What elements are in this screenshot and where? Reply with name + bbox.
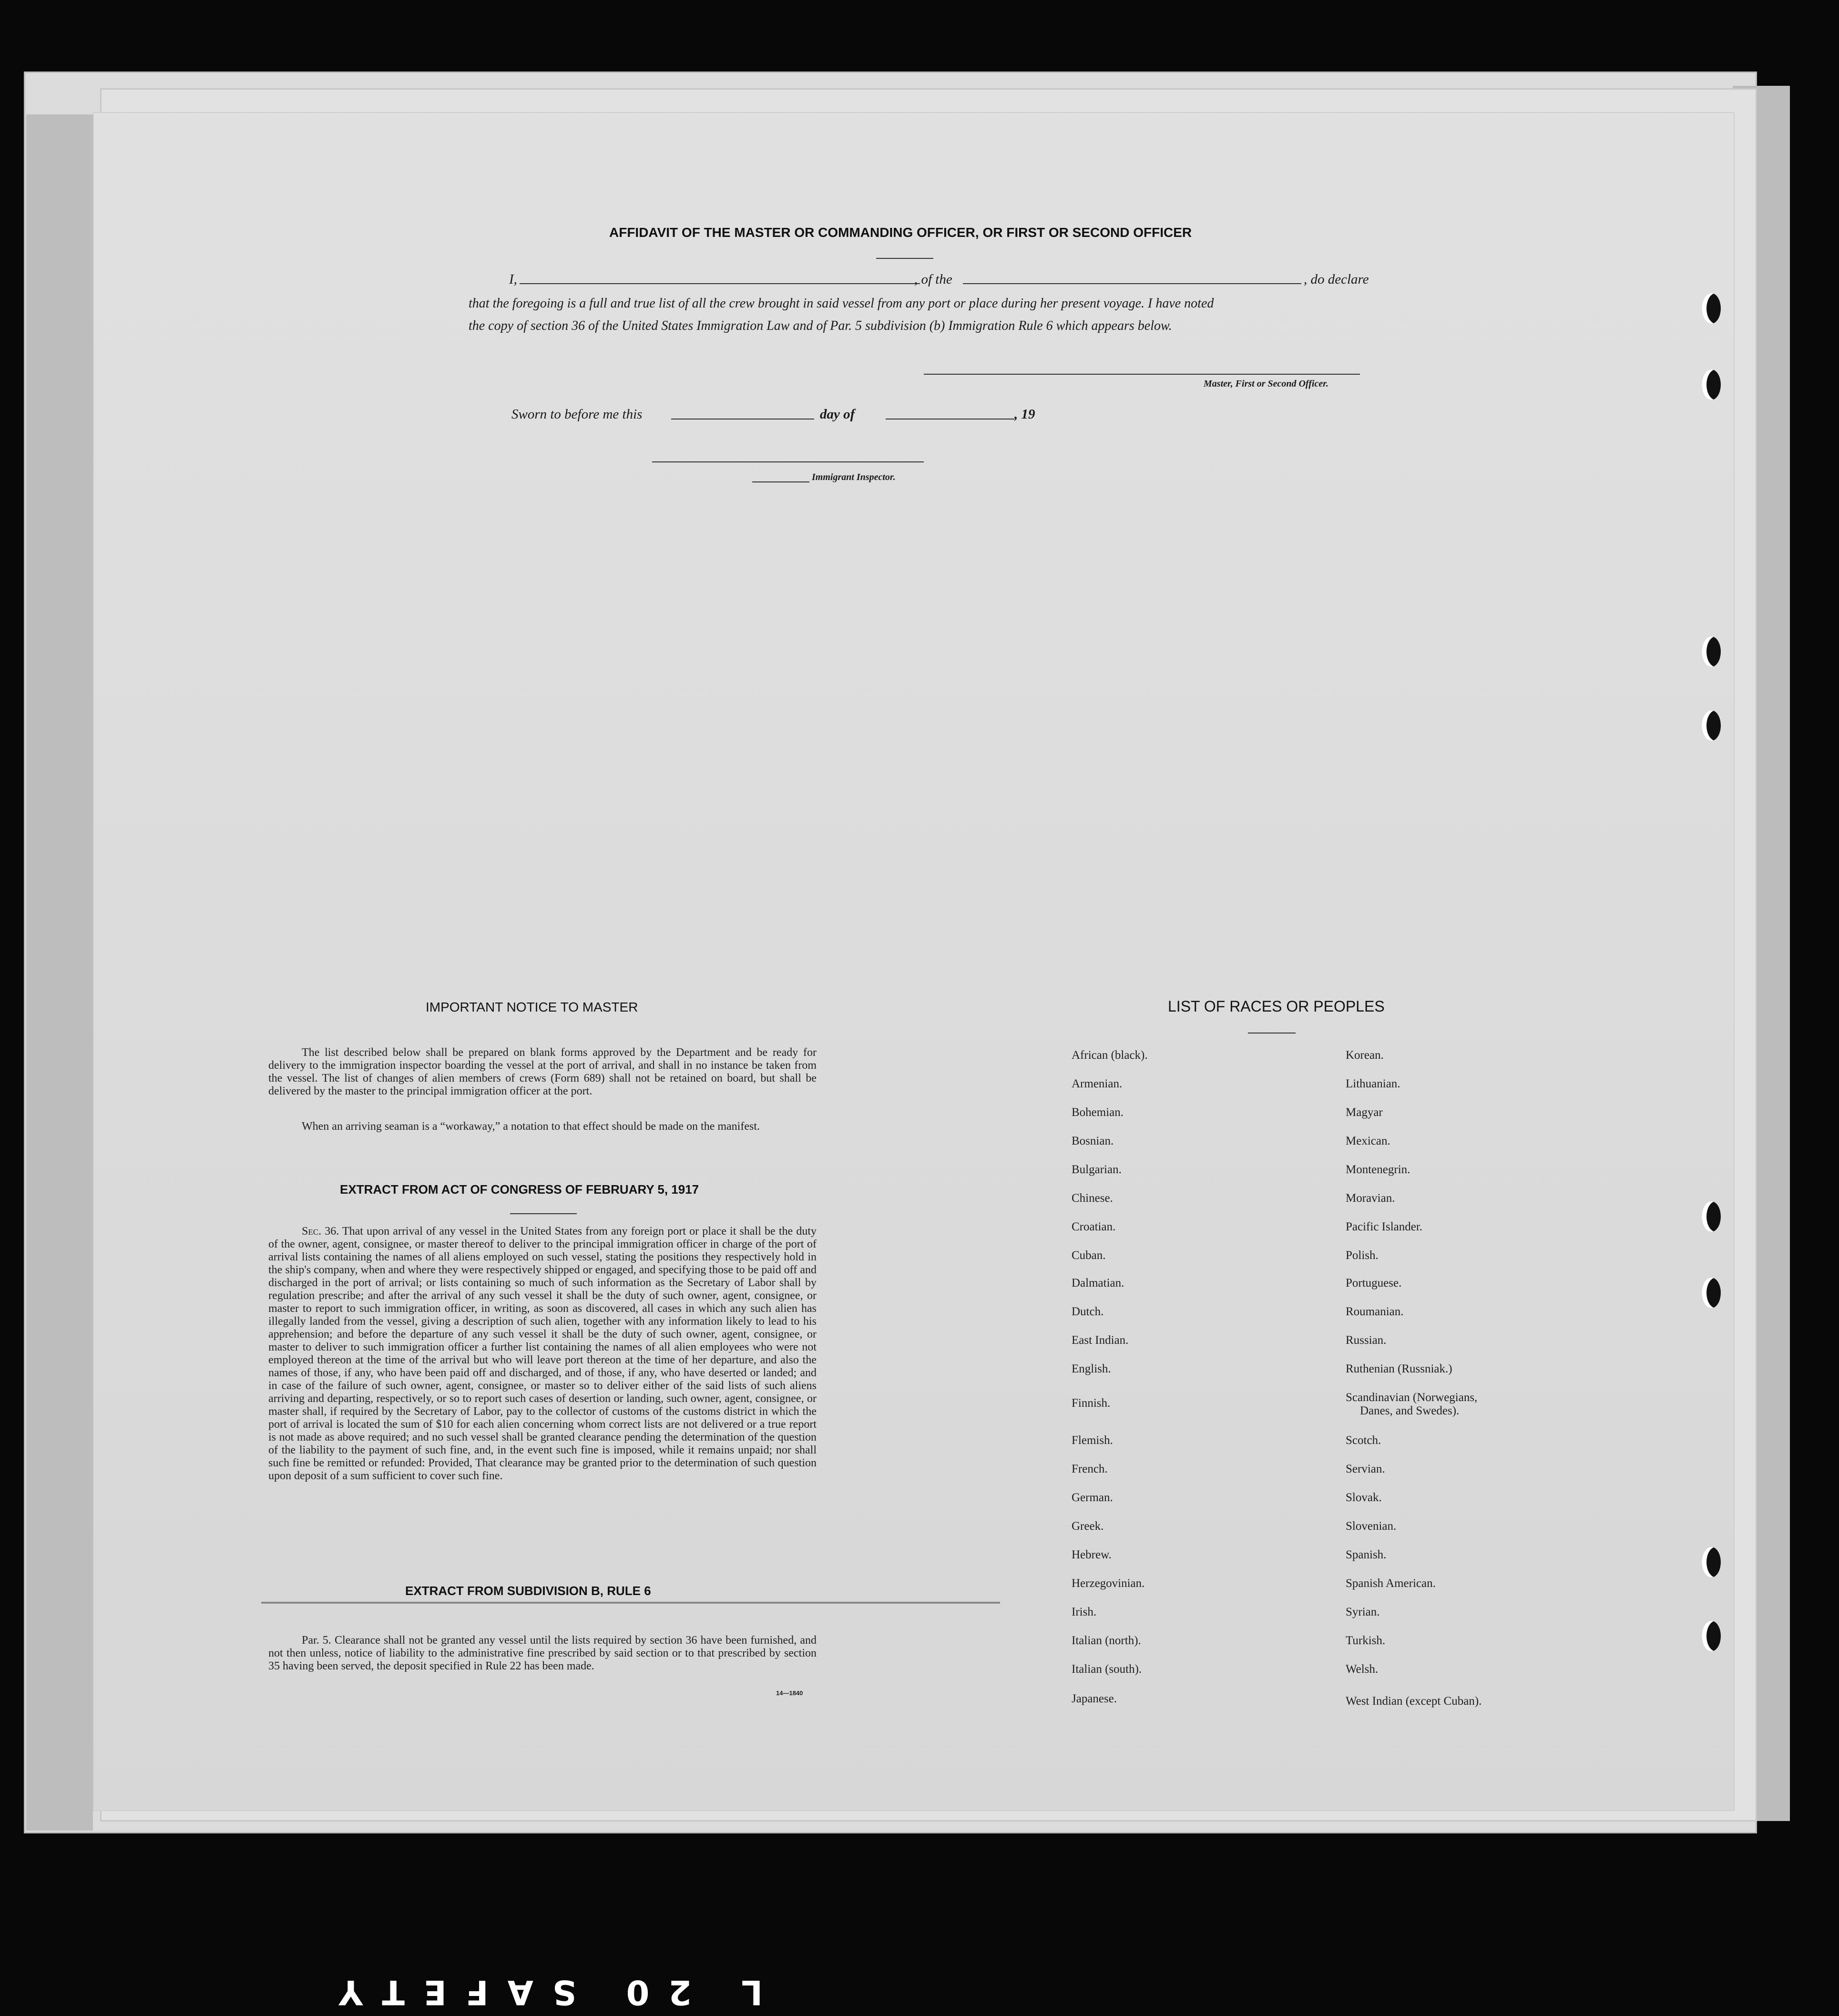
vessel-blank-line[interactable] — [963, 283, 1301, 284]
race-item: Portuguese. — [1346, 1277, 1402, 1289]
race-item: Spanish American. — [1346, 1577, 1436, 1590]
race-item: Lithuanian. — [1346, 1077, 1400, 1090]
race-item: Greek. — [1072, 1520, 1104, 1533]
rule-extract-title: EXTRACT FROM SUBDIVISION B, RULE 6 — [405, 1584, 651, 1598]
race-item: Herzegovinian. — [1072, 1577, 1145, 1590]
race-item: Danes, and Swedes). — [1360, 1404, 1460, 1417]
race-item: Spanish. — [1346, 1548, 1387, 1561]
section-label: Sec. 36. — [302, 1225, 339, 1238]
punch-hole — [1702, 636, 1721, 667]
torn-edge-line — [261, 1602, 1000, 1604]
race-item: Dalmatian. — [1072, 1277, 1124, 1289]
notice-paragraph-2: When an arriving seaman is a “workaway,” a notation to that effect should be made on the manifest. — [302, 1120, 760, 1133]
race-item: English. — [1072, 1362, 1111, 1375]
punch-hole — [1702, 710, 1721, 741]
punch-hole — [1702, 1201, 1721, 1232]
affidavit-line1-mid: , of the — [914, 272, 952, 287]
race-item: Japanese. — [1072, 1692, 1117, 1705]
race-item: Magyar — [1346, 1106, 1383, 1119]
title-underline — [876, 258, 933, 259]
race-item: Welsh. — [1346, 1663, 1379, 1676]
race-item: Finnish. — [1072, 1397, 1111, 1410]
sworn-day-of: day of — [820, 407, 855, 422]
form-number: 14—1840 — [776, 1689, 803, 1697]
race-item: Roumanian. — [1346, 1305, 1404, 1318]
affidavit-title: AFFIDAVIT OF THE MASTER OR COMMANDING OFFICER, OR FIRST OR SECOND OFFICER — [609, 225, 1192, 240]
race-item: French. — [1072, 1463, 1108, 1475]
race-item: Bosnian. — [1072, 1135, 1114, 1147]
name-blank-line[interactable] — [520, 283, 920, 284]
race-item: Pacific Islander. — [1346, 1220, 1423, 1233]
affidavit-line1-start: I, — [509, 272, 517, 287]
races-title: LIST OF RACES OR PEOPLES — [1168, 998, 1385, 1015]
race-item: Moravian. — [1346, 1192, 1395, 1205]
master-signature-label: Master, First or Second Officer. — [1204, 379, 1328, 389]
sworn-year: , 19 — [1014, 407, 1035, 422]
rule-extract-text: Par. 5. Clearance shall not be granted any vessel until the lists required by section 36 have been furnished, and not then unless, notice of liability to the administrative fine prescribed by said section or to that prescribed by section 35 having been served, the deposit specified in Rule 22 has been made. — [268, 1634, 817, 1672]
race-item: Cuban. — [1072, 1249, 1106, 1262]
act-extract-title: EXTRACT FROM ACT OF CONGRESS OF FEBRUARY 5, 1917 — [340, 1182, 699, 1197]
affidavit-line1-end: , do declare — [1304, 272, 1369, 287]
race-item: Dutch. — [1072, 1305, 1104, 1318]
race-item: Armenian. — [1072, 1077, 1123, 1090]
race-item: Hebrew. — [1072, 1548, 1112, 1561]
race-item: Syrian. — [1346, 1606, 1380, 1618]
master-signature-line[interactable] — [924, 374, 1360, 375]
section-36-body: That upon arrival of any vessel in the United States from any foreign port or place it shall be the duty of the owner, agent, consignee, or master thereof to deliver to the principal immigration officer in charge of the port of arrival lists containing the names of all aliens employed on such vessel, stating the positions they respectively hold in the ship's company, when and where they were respectively shipped or engaged, and specifying those to be paid off and discharged in the port of arrival; or lists containing so much of such information as the Secretary of Labor shall by regulation prescribe; and after the arrival of any such vessel it shall be the duty of such owner, agent, consignee, or master to report to such immigration officer, in writing, as soon as discovered, all cases in which any such alien has illegally landed from the vessel, giving a description of such alien, together with any information likely to lead to his apprehension; and before the departure of any such vessel it shall be the duty of such owner, agent, consignee, or master to deliver to such immigration officer a further list containing the names of all alien employees who were not employed thereon at the time of the arrival but who will leave port thereon at the time of her departure, and also the names of those, if any, who have been paid off and discharged, and of those, if any, who have deserted or landed; and in case of the failure of such owner, agent, consignee, or master so to deliver either of the said lists of such aliens arriving and departing, respectively, or so to report such cases of desertion or landing, such owner, agent, consignee, or master shall, if required by the Secretary of Labor, pay to the collector of customs of the customs district in which the port of arrival is located the sum of $10 for each alien concerning whom correct lists are not delivered or a true report is not made as above required; and no such vessel shall be granted clearance pending the determination of the question of the liability to the payment of such fine, and, in the event such fine is imposed, while it remains unpaid; nor shall such fine be remitted or refunded: Provided, That clearance may be granted prior to the determination of such question upon deposit of a sum sufficient to cover such fine. — [268, 1225, 817, 1482]
race-item: Turkish. — [1346, 1634, 1386, 1647]
form-page — [93, 112, 1735, 1811]
race-item: Croatian. — [1072, 1220, 1116, 1233]
punch-hole — [1702, 293, 1721, 324]
punch-hole — [1702, 369, 1721, 400]
notice-paragraph-1: The list described below shall be prepared on blank forms approved by the Department and be ready for delivery to the immigration inspector boarding the vessel at the port of arrival, and shall in no instance be taken from the vessel. The list of changes of alien members of crews (Form 689) shall not be retained on board, but shall be delivered by the master to the principal immigration officer at the port. — [268, 1046, 817, 1097]
race-item: Ruthenian (Russniak.) — [1346, 1362, 1452, 1375]
race-item: West Indian (except Cuban). — [1346, 1695, 1482, 1708]
race-item: Irish. — [1072, 1606, 1097, 1618]
race-item: Scotch. — [1346, 1434, 1381, 1447]
sworn-month-blank[interactable] — [886, 419, 1014, 420]
inspector-short-line — [752, 481, 809, 482]
punch-hole — [1702, 1621, 1721, 1651]
race-item: East Indian. — [1072, 1334, 1129, 1347]
notice-title: IMPORTANT NOTICE TO MASTER — [426, 1000, 638, 1014]
sworn-start: Sworn to before me this — [511, 407, 643, 422]
race-item: Slovak. — [1346, 1491, 1382, 1504]
race-item: Servian. — [1346, 1463, 1385, 1475]
race-item: Flemish. — [1072, 1434, 1113, 1447]
race-item: African (black). — [1072, 1049, 1148, 1062]
act-extract-underline — [510, 1213, 577, 1214]
inspector-label: Immigrant Inspector. — [812, 472, 896, 482]
race-item: Italian (north). — [1072, 1634, 1141, 1647]
race-item: Bohemian. — [1072, 1106, 1124, 1119]
race-item: Russian. — [1346, 1334, 1387, 1347]
punch-hole — [1702, 1278, 1721, 1308]
race-item: Bulgarian. — [1072, 1163, 1122, 1176]
race-item: Korean. — [1346, 1049, 1384, 1062]
race-item: Polish. — [1346, 1249, 1379, 1262]
race-item: Mexican. — [1346, 1135, 1390, 1147]
race-item: Slovenian. — [1346, 1520, 1397, 1533]
races-title-underline — [1248, 1033, 1296, 1034]
inspector-signature-line[interactable] — [652, 461, 924, 462]
act-extract-text — [268, 1225, 817, 1483]
race-item: Montenegrin. — [1346, 1163, 1410, 1176]
film-edge-marking: L 20 SAFETY — [319, 1973, 763, 2012]
sworn-day-blank[interactable] — [671, 419, 814, 420]
race-item: Chinese. — [1072, 1192, 1113, 1205]
punch-hole — [1702, 1547, 1721, 1577]
left-edge-strip — [26, 114, 93, 1831]
affidavit-line2: that the foregoing is a full and true list of all the crew brought in said vessel from any port or place during her present voyage. I have noted — [469, 296, 1214, 311]
race-item: Italian (south). — [1072, 1663, 1142, 1676]
race-item: German. — [1072, 1491, 1113, 1504]
race-item: Scandinavian (Norwegians, — [1346, 1391, 1478, 1404]
affidavit-line3: the copy of section 36 of the United States Immigration Law and of Par. 5 subdivision (b) Immigration Rule 6 which appears below. — [469, 318, 1172, 333]
